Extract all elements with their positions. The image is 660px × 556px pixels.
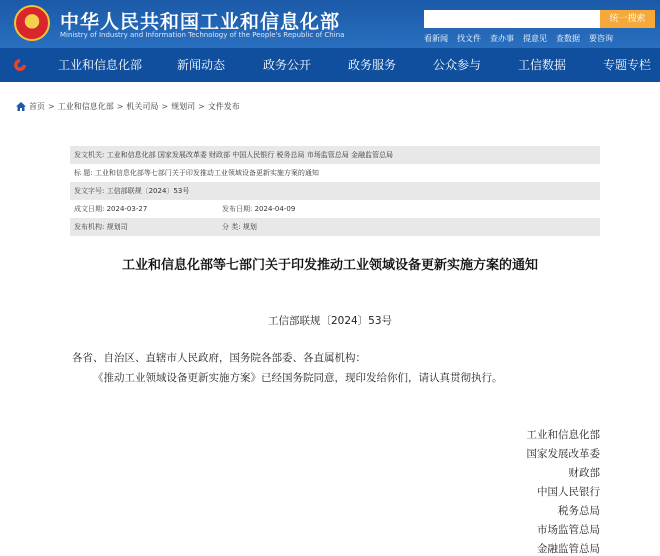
meta-org: 规划司 — [106, 223, 128, 231]
signer: 税务总局 — [558, 505, 600, 517]
home-icon — [16, 102, 26, 111]
meta-label: 分 类: — [222, 223, 241, 231]
quick-link-data[interactable]: 查数据 — [556, 34, 580, 43]
meta-published-date: 2024-04-09 — [254, 205, 296, 213]
meta-published — [222, 200, 295, 218]
signer: 中国人民银行 — [537, 486, 600, 498]
document-body: 《推动工业领域设备更新实施方案》已经国务院同意，现印发给你们，请认真贯彻执行。 — [93, 372, 503, 384]
document-title: 工业和信息化部等七部门关于印发推动工业领域设备更新实施方案的通知 — [121, 258, 538, 273]
breadcrumb-separator: > — [116, 102, 124, 111]
meta-label: 标 题: — [74, 169, 93, 177]
meta-row-dates — [70, 200, 600, 218]
signer: 财政部 — [568, 467, 600, 479]
signer: 工业和信息化部 — [526, 429, 600, 441]
nav-item-gov-affairs[interactable]: 政务公开 — [263, 58, 312, 72]
breadcrumb-separator: > — [161, 102, 169, 111]
meta-row-org — [70, 218, 600, 236]
signer: 金融监管总局 — [537, 543, 600, 555]
quick-link-consult[interactable]: 要咨询 — [589, 34, 613, 43]
meta-label: 发布机构: — [74, 223, 105, 231]
nav-item-participation[interactable]: 公众参与 — [433, 58, 482, 72]
nav-item-miit[interactable]: 工业和信息化部 — [58, 58, 143, 72]
nav-item-news[interactable]: 新闻动态 — [177, 58, 226, 72]
breadcrumb-miit[interactable]: 工业和信息化部 — [57, 102, 114, 111]
meta-category — [222, 218, 257, 236]
site-subtitle: Ministry of Industry and Information Technology of the People's Republic of China — [60, 31, 345, 39]
nav-item-data[interactable]: 工信数据 — [518, 58, 567, 72]
meta-title: 工业和信息化部等七部门关于印发推动工业领域设备更新实施方案的通知 — [94, 169, 319, 177]
quick-link-news[interactable]: 看新闻 — [424, 34, 448, 43]
meta-row-issuer — [70, 146, 600, 164]
meta-issuer: 工业和信息化部 国家发展改革委 财政部 中国人民银行 税务总局 市场监管总局 金融监管总局 — [106, 151, 393, 159]
meta-label: 发布日期: — [222, 205, 253, 213]
document-salutation: 各省、自治区、直辖市人民政府，国务院各部委、各直属机构： — [72, 352, 366, 364]
breadcrumb-separator: > — [48, 102, 55, 111]
main-nav — [0, 48, 660, 82]
quick-link-services[interactable]: 查办事 — [490, 34, 514, 43]
meta-label: 发文字号: — [74, 187, 105, 195]
breadcrumb-separator: > — [198, 102, 205, 111]
meta-doc-no: 工信部联规〔2024〕53号 — [106, 187, 190, 195]
meta-row-doc-no — [70, 182, 600, 200]
signer: 国家发展改革委 — [526, 448, 600, 460]
quick-link-feedback[interactable]: 提意见 — [523, 34, 547, 43]
nav-item-services[interactable]: 政务服务 — [348, 58, 397, 72]
home-logo-icon[interactable] — [12, 57, 28, 73]
breadcrumb-departments[interactable]: 机关司局 — [126, 102, 159, 111]
meta-label: 成文日期: — [74, 205, 105, 213]
signer: 市场监管总局 — [537, 524, 600, 536]
breadcrumb-documents[interactable]: 文件发布 — [207, 102, 240, 111]
search-button[interactable]: 统一搜索 — [600, 10, 655, 28]
breadcrumb-planning[interactable]: 规划司 — [171, 102, 196, 111]
document-metadata — [70, 146, 600, 236]
quick-links — [424, 33, 613, 44]
document-number: 工信部联规〔2024〕53号 — [267, 315, 393, 327]
site-title[interactable]: 中华人民共和国工业和信息化部 — [60, 11, 341, 33]
meta-created-date: 2024-03-27 — [106, 205, 148, 213]
search-input[interactable] — [424, 10, 600, 28]
national-emblem-logo[interactable] — [14, 5, 50, 41]
site-header — [0, 0, 660, 48]
breadcrumb — [16, 101, 240, 112]
document-signers — [527, 426, 601, 556]
meta-category-value: 规划 — [242, 223, 257, 231]
breadcrumb-home[interactable]: 首页 — [29, 102, 45, 111]
nav-item-topics[interactable]: 专题专栏 — [603, 58, 652, 72]
meta-label: 发文机关: — [74, 151, 105, 159]
meta-row-title — [70, 164, 600, 182]
quick-link-files[interactable]: 找文件 — [457, 34, 481, 43]
